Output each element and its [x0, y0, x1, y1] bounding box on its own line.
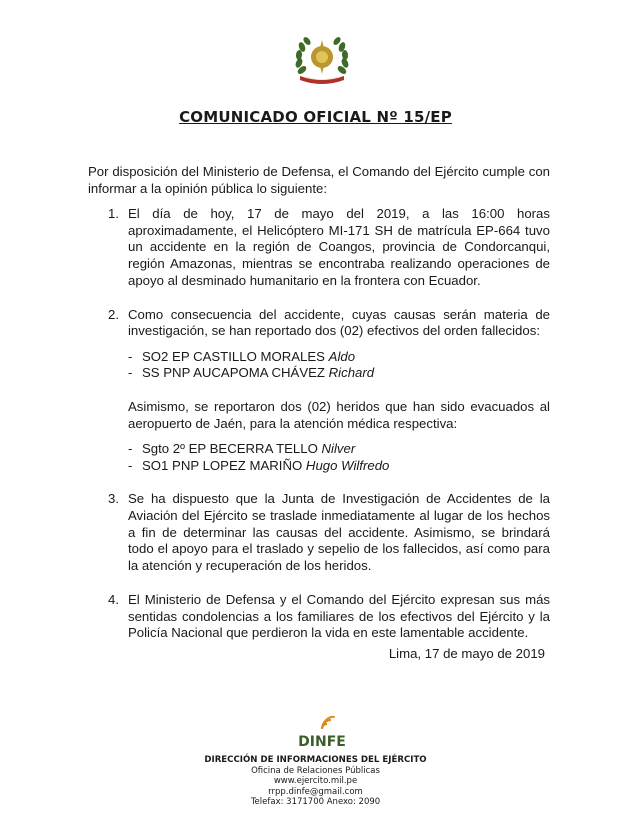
list-item: [88, 206, 550, 290]
person-rank: Sgto 2º EP BECERRA TELLO: [142, 441, 322, 457]
injured-list: [128, 441, 550, 474]
list-item: [88, 307, 550, 475]
dinfe-logo-icon: [293, 716, 351, 750]
footer-email: rrpp.dinfe@gmail.com: [268, 786, 363, 797]
item-subtext: Asimismo, se reportaron dos (02) heridos que han sido evacuados al aeropuerto de Jaén, para la atención médica respectiva:: [128, 398, 550, 431]
footer-phone: Telefax: 3171700 Anexo: 2090: [250, 797, 381, 808]
dash: -: [128, 348, 133, 364]
list-item: [128, 441, 550, 458]
item-text: El Ministerio de Defensa y el Comando del Ejército expresan sus más sentidas condolencias a los familiares de los efectivos del Ejército y la Policía Nacional que perdieron la vida en este lamentable accidente.: [128, 591, 550, 641]
item-text: El día de hoy, 17 de mayo del 2019, a las 16:00 horas aproximadamente, el Helicóptero MI-171 SH de matrícula EP-664 tuvo un accidente en la región de Coangos, provincia de Condorcanqui, región Amazonas, mientras se encontraba realizando operaciones de apoyo al desminado humanitario en la frontera con Ecuador.: [128, 206, 550, 288]
item-number: 3.: [108, 491, 119, 507]
dash: -: [128, 441, 133, 457]
person-name: Aldo: [328, 348, 356, 364]
document-date: Lima, 17 de mayo de 2019: [388, 646, 545, 661]
intro-paragraph: Por disposición del Ministerio de Defensa, el Comando del Ejército cumple con informar a la opinión pública lo siguiente:: [88, 164, 550, 197]
item-number: 4.: [108, 591, 119, 607]
list-item: [128, 365, 550, 382]
footer-office: Oficina de Relaciones Públicas: [251, 765, 380, 776]
dinfe-logo-text: DINFE: [298, 734, 346, 750]
item-text: Se ha dispuesto que la Junta de Investigación de Accidentes de la Aviación del Ejército se traslade inmediatamente al lugar de los hechos a fin de determinar las causas del accidente. Asimismo, se brindará todo el apoyo para el traslado y sepelio de los fallecidos, así como para la atención y recuperación de los heridos.: [128, 491, 550, 574]
numbered-list: [88, 206, 550, 642]
item-text: Como consecuencia del accidente, cuyas causas serán materia de investigación, se han reportado dos (02) efectivos del orden fallecidos:: [128, 306, 550, 339]
person-name: Nilver: [321, 441, 356, 457]
list-item: [88, 491, 550, 575]
footer-web: www.ejercito.mil.pe: [273, 776, 358, 787]
item-number: 1.: [108, 206, 119, 221]
deceased-list: [128, 349, 550, 382]
person-name: Richard: [328, 365, 375, 381]
footer-org: DIRECCIÓN DE INFORMACIONES DEL EJÉRCITO: [204, 755, 427, 765]
person-rank: SO1 PNP LOPEZ MARIÑO: [142, 457, 306, 473]
list-item: [128, 458, 550, 475]
person-name: Hugo Wilfredo: [305, 457, 390, 473]
list-item: [128, 349, 550, 366]
document-title: COMUNICADO OFICIAL Nº 15/EP: [179, 108, 452, 126]
item-number: 2.: [108, 306, 119, 322]
army-emblem-icon: [290, 30, 354, 86]
footer: [0, 755, 631, 808]
dash: -: [128, 457, 133, 473]
person-rank: SO2 EP CASTILLO MORALES: [142, 348, 329, 364]
person-rank: SS PNP AUCAPOMA CHÁVEZ: [142, 365, 329, 381]
list-item: [88, 592, 550, 642]
dash: -: [128, 365, 133, 381]
